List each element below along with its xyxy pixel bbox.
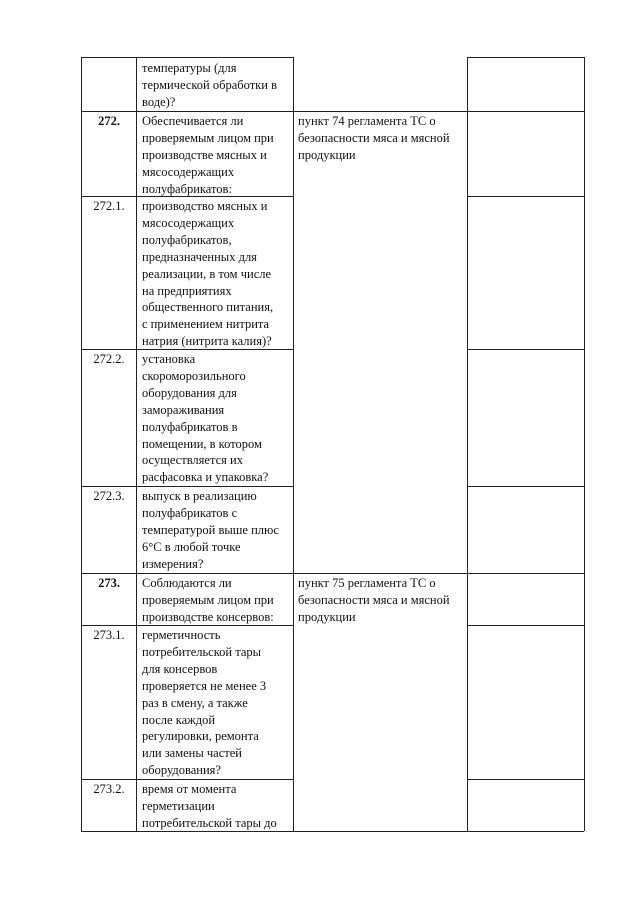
- row-separator: [467, 625, 584, 626]
- row-question-text: Соблюдаются ли проверяемым лицом при производстве консервов:: [142, 576, 274, 624]
- row-number: 272.1.: [93, 199, 125, 213]
- row-number: 273.: [98, 576, 120, 590]
- column-divider-reference: [467, 57, 468, 831]
- row-question-text: выпуск в реализацию полуфабрикатов с температурой выше плюс 6°С в любой точке измерения?: [142, 489, 279, 571]
- row-separator: [467, 349, 584, 350]
- row-number: 272.: [98, 114, 120, 128]
- row-number: 272.3.: [93, 489, 125, 503]
- table-border-right: [584, 57, 585, 831]
- row-separator: [467, 486, 584, 487]
- row-question-text: время от момента герметизации потребительской тары до: [142, 782, 277, 830]
- row-separator: [81, 111, 584, 112]
- row-question-text: производство мясных и мясосодержащих полуфабрикатов, предназначенных для реализации, в том числе на предприятиях общественного питания, с применением нитрита натрия (нитрита калия)?: [142, 199, 274, 349]
- table-border-top: [81, 57, 293, 58]
- row-question-text: температуры (для термической обработки в воде)?: [142, 61, 277, 109]
- column-divider-number: [136, 57, 137, 831]
- row-number: 273.2.: [93, 782, 125, 796]
- row-question-text: Обеспечивается ли проверяемым лицом при производстве мясных и мясосодержащих полуфабрикатов:: [142, 114, 274, 196]
- row-question-text: герметичность потребительской тары для консервов проверяется не менее 3 раз в смену, а также после каждой регулировки, ремонта или замены частей оборудования?: [142, 628, 267, 778]
- table-border-top-right: [467, 57, 584, 58]
- row-separator: [467, 196, 584, 197]
- column-divider-question: [293, 57, 294, 831]
- row-separator: [467, 779, 584, 780]
- row-reference-text: пункт 74 регламента ТС о безопасности мяса и мясной продукции: [298, 114, 450, 162]
- row-number: 272.2.: [93, 352, 125, 366]
- row-separator: [81, 573, 584, 574]
- row-number: 273.1.: [93, 628, 125, 642]
- table-border-left: [81, 57, 82, 831]
- row-question-text: установка скороморозильного оборудования для замораживания полуфабрикатов в помещении, в котором осуществляется их расфасовка и упаковка?: [142, 352, 269, 485]
- row-reference-text: пункт 75 регламента ТС о безопасности мяса и мясной продукции: [298, 576, 450, 624]
